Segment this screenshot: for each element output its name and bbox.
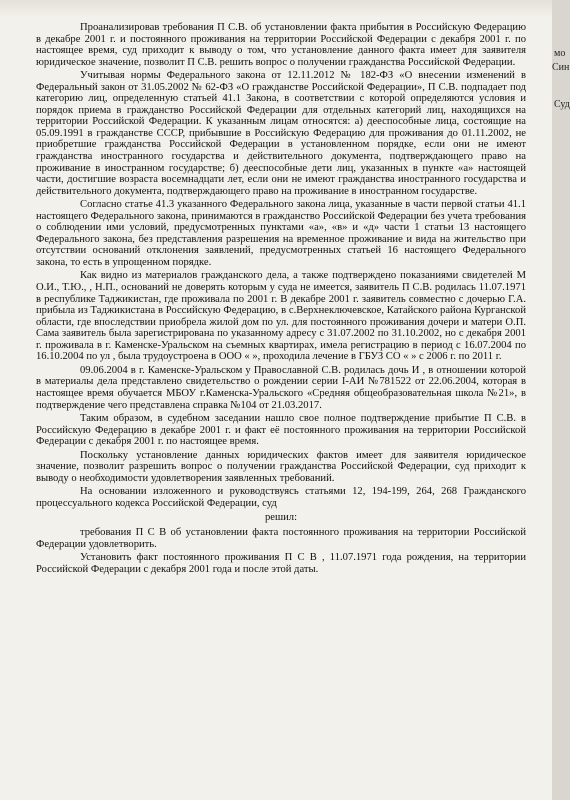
resolution-1: требования П С В об установлении факта постоянного проживания на территории Российской Федерации удовлетворить. bbox=[36, 526, 526, 550]
paragraph-1: Проанализировав требования П С.В. об установлении факта прибытия в Российскую Федерацию в декабре 2001 г. и постоянного проживания на территории Российской Федерации с декабря 2001 г. по настоящее время, суд приходит к выводу о том, что установление данного факта имеет для заявителя юридическое значение, позволит П С.В. решить вопрос о получении гражданства Российской Федерации. bbox=[36, 22, 526, 68]
paragraph-7: Поскольку установление данных юридических фактов имеет для заявителя юридическое значение, позволит разрешить вопрос о получении гражданства Российской Федерации, суд приходит к выводу о необходимости удовлетворения заявленных требований. bbox=[36, 449, 526, 484]
paragraph-2: Учитывая нормы Федерального закона от 12.11.2012 № 182-ФЗ «О внесении изменений в Федеральный закон от 31.05.2002 № 62-ФЗ «О гражданстве Российской Федерации», П С.В. подпадает под категорию лиц, определенную статьей 41.1 Закона, в соответствии с которой определяются условия и порядок приема в гражданство Российской Федерации для отдельных категорий лиц, находящихся на территории Российской Федерации. К указанным лицам относятся: а) дееспособные лица, состоящие на 05.09.1991 в гражданстве СССР, прибывшие в Российскую Федерацию для проживания до 01.11.2002, не приобретшие гражданства Российской Федерации в установленном порядке, если они не имеют гражданства иностранного государства и действительного документа, подтверждающего право на проживание в иностранном государстве; б) дееспособные дети лиц, указанных в пункте «а» настоящей части, достигшие возраста восемнадцати лет, если они не имеют гражданства иностранного государства и действительного документа, подтверждающего право на проживание в иностранном государстве. bbox=[36, 70, 526, 197]
margin-note-2: Син bbox=[552, 62, 570, 73]
paragraph-6: Таким образом, в судебном заседании нашло свое полное подтверждение прибытие П С.В. в Российскую Федерацию в декабре 2001 г. и факт её постоянного проживания на территории Российской Федерации с декабря 2001 г. по настоящее время. bbox=[36, 413, 526, 448]
paragraph-4: Как видно из материалов гражданского дела, а также подтверждено показаниями свидетелей М О.И., Т.Ю., , Н.П., оснований не доверять которым у суда не имеется, заявитель П С.В. родилась 11.07.1971 в республике Таджикистан, где проживала по 2001 г. В декабре 2001 г. заявитель совместно с дочерью Г.А. прибыла из Таджикистана в Российскую Федерацию, в с.Верхнеключевское, Катайского района Курганской области, где впоследствии приобрела жилой дом по ул. для постоянного проживания дочери и матери О.П. Сама заявитель была зарегистрирована по указанному адресу с 31.07.2002 по 31.10.2002, но с декабря 2001 г. проживала в г. Каменске-Уральском на съемных квартирах, имела регистрацию в период с 16.07.2004 по 16.10.2004 по ул , была трудоустроена в ООО « », проходила лечение в ГБУЗ СО « » с 2006 г. по 2011 г. bbox=[36, 270, 526, 363]
paragraph-5: 09.06.2004 в г. Каменске-Уральском у Православной С.В. родилась дочь И , в отношении которой в материалы дела представлено свидетельство о рождении серии I-АИ №781522 от 22.06.2004, которая в настоящее время обучается МБОУ г.Каменска-Уральского «Средняя общеобразовательная школа №21», в подтверждение чего представлена справка №104 от 21.03.2017. bbox=[36, 364, 526, 411]
resolution-2: Установить факт постоянного проживания П С В , 11.07.1971 года рождения, на территории Российской Федерации с декабря 2001 года и после этой даты. bbox=[36, 552, 526, 575]
decision-heading: решил: bbox=[264, 512, 298, 524]
document-body bbox=[36, 22, 526, 577]
paragraph-8: На основании изложенного и руководствуясь статьями 12, 194-199, 264, 268 Гражданского процессуального кодекса Российской Федерации, суд bbox=[36, 486, 526, 509]
margin-note-3: Суд bbox=[554, 99, 570, 110]
margin-note-1: мо bbox=[554, 48, 566, 59]
paragraph-3: Согласно статье 41.3 указанного Федерального закона лица, указанные в части первой статьи 41.1 настоящего Федерального закона, принимаются в гражданство Российской Федерации без учета требования о соблюдении ими условий, предусмотренных пунктами «а», «в» и «д» части 1 статьи 13 настоящего Федерального закона, без представления разрешения на временное проживание и вида на жительство при отсутствии оснований отклонения заявлений, предусмотренных статьей 16 настоящего Федерального закона, то есть в упрощенном порядке. bbox=[36, 199, 526, 268]
